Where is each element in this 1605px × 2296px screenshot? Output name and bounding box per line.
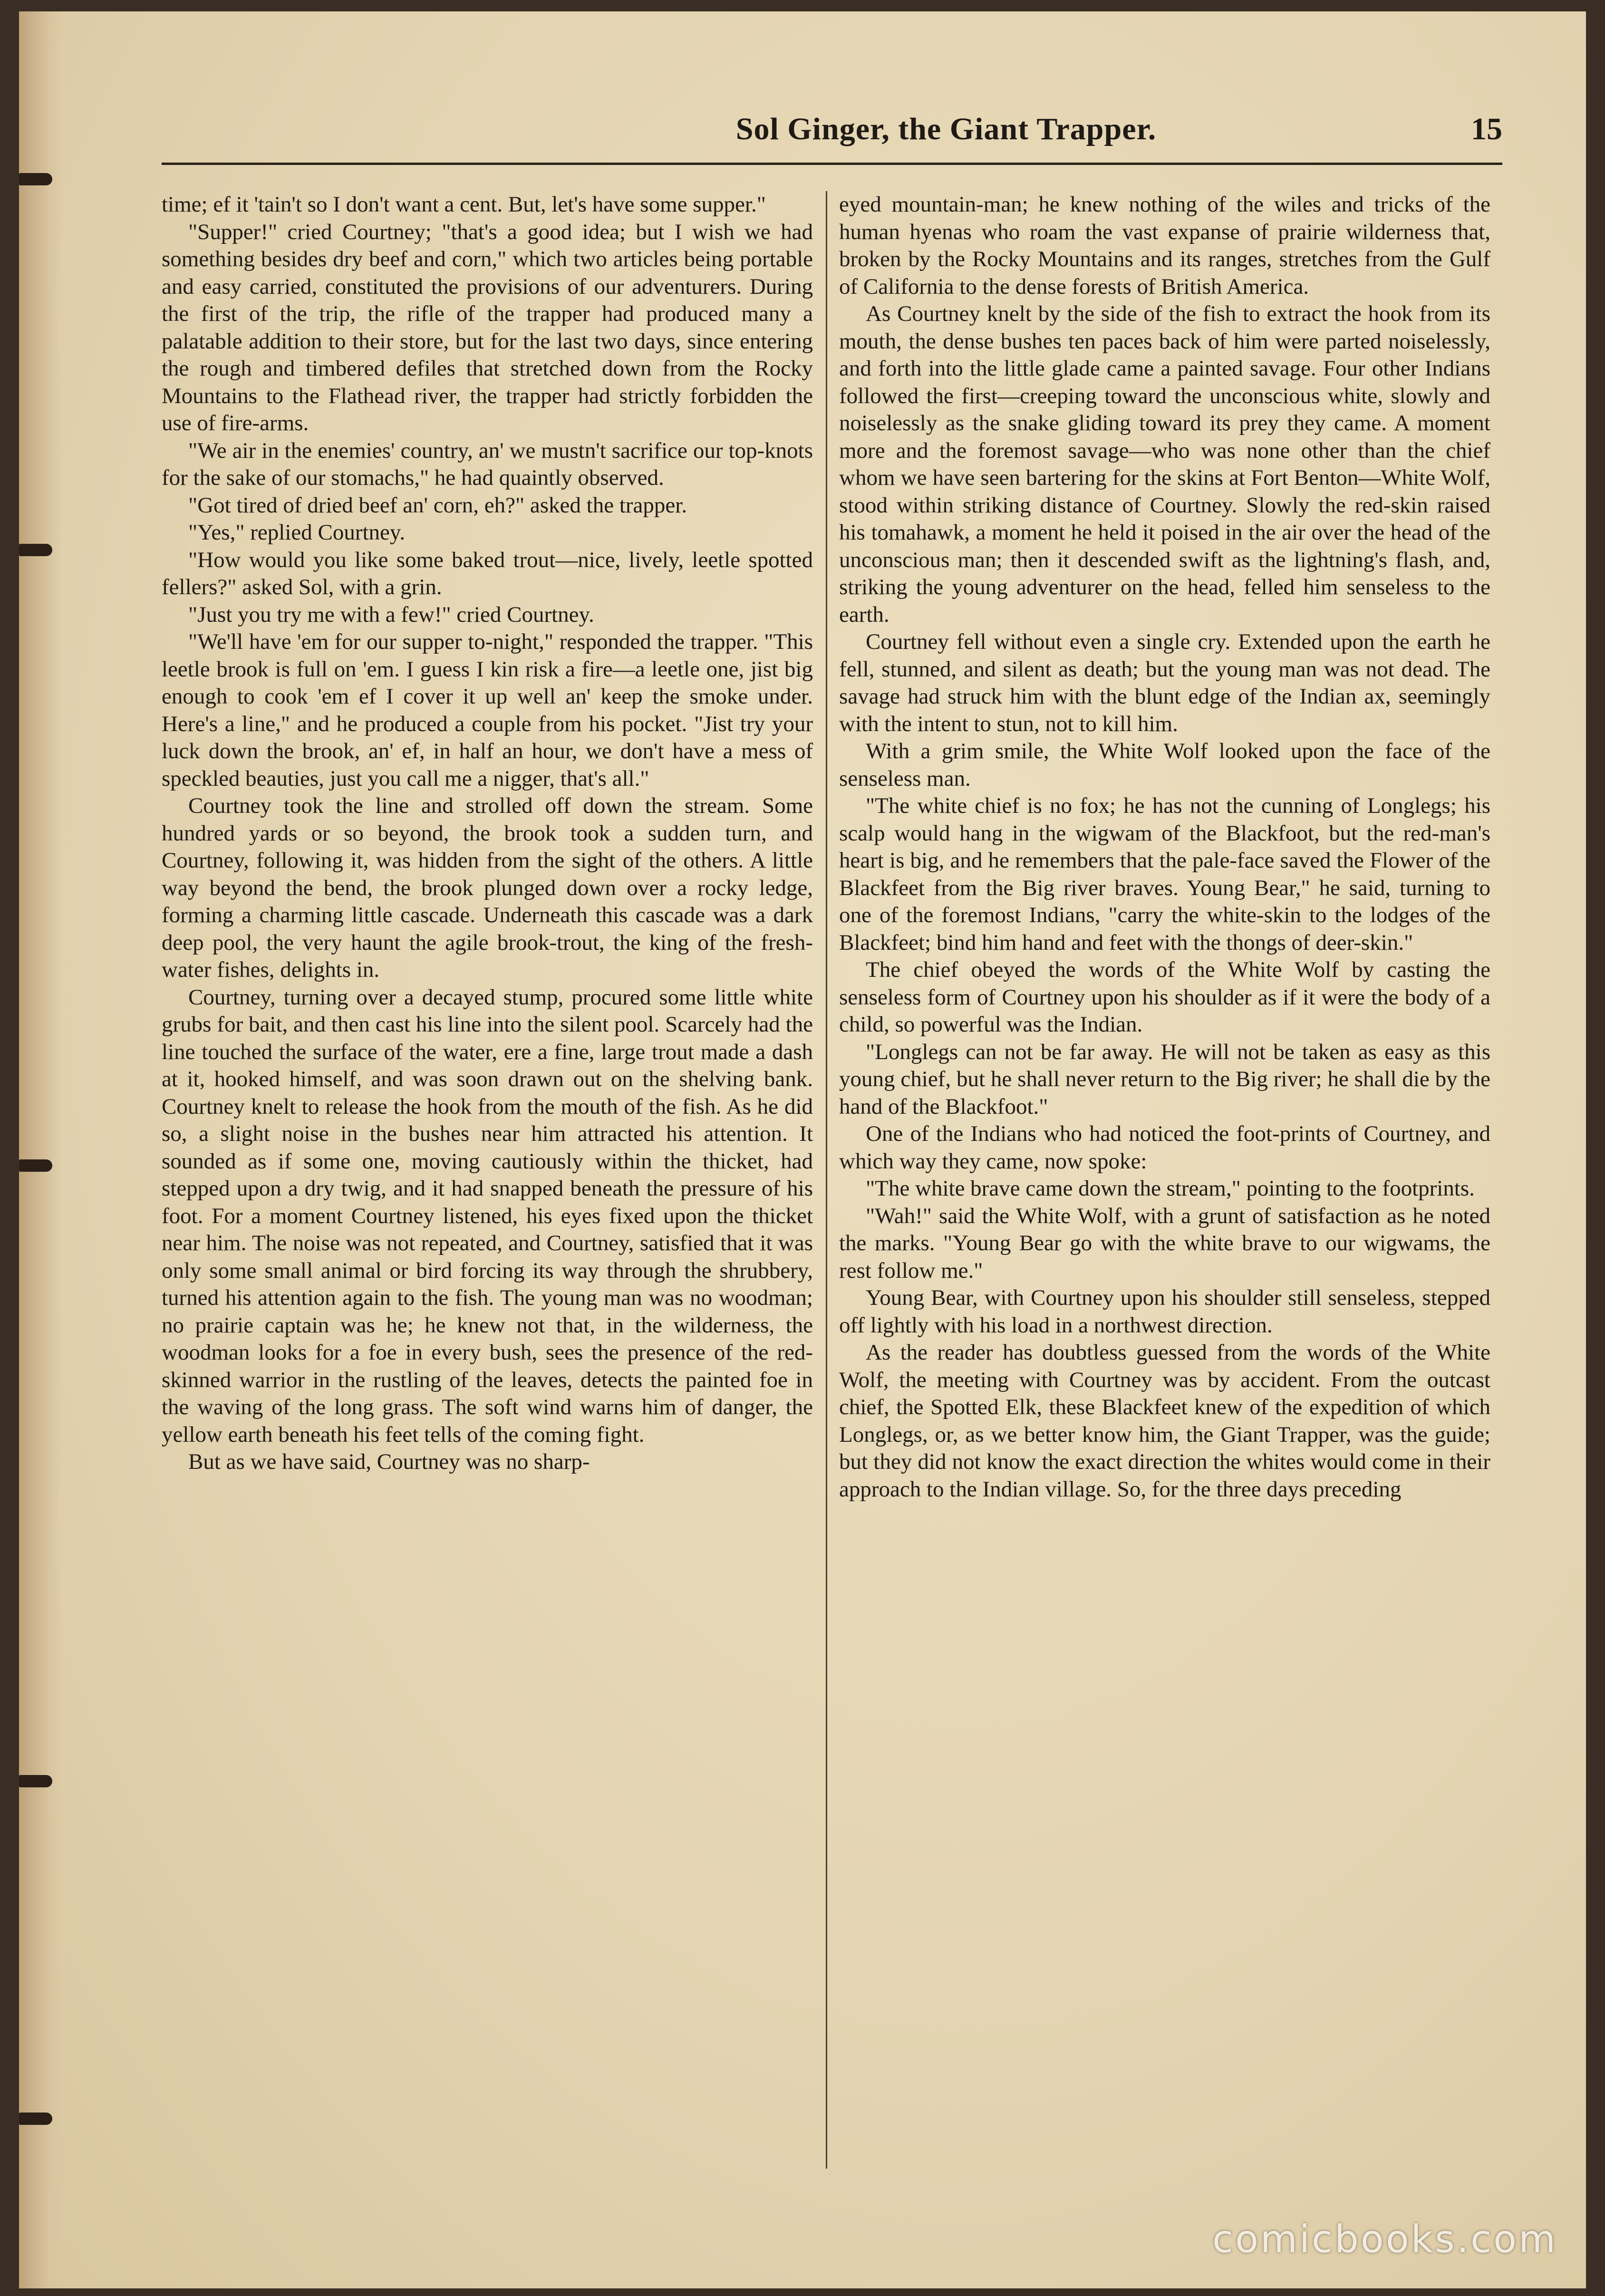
paragraph: "Supper!" cried Courtney; "that's a good idea; but I wish we had something besides dry beef and corn," which two articles being portable and easy carried, constituted the provisions of our adventurers. During the first of the trip, the rifle of the trapper had produced many a palatable addition to their store, but for the last two days, since entering the rough and timbered defiles that stretched down from the Rocky Mountains to the Flathead river, the trapper had strictly forbidden the use of fire-arms. <box>162 219 813 435</box>
page-binding <box>19 11 62 2288</box>
binding-staple <box>19 173 52 185</box>
paragraph: "How would you like some baked trout—nice, lively, leetle spotted fellers?" asked Sol, with a grin. <box>162 547 813 599</box>
running-title: Sol Ginger, the Giant Trapper. <box>735 112 1157 146</box>
page-number: 15 <box>1471 112 1502 146</box>
watermark: comicbooks.com <box>1212 2217 1557 2261</box>
paragraph: time; ef it 'tain't so I don't want a cent. But, let's have some supper." <box>162 192 766 217</box>
running-header <box>162 111 1502 159</box>
paragraph: "Wah!" said the White Wolf, with a grunt of satisfaction as he noted the marks. "Young Bear go with the white brave to our wigwams, the rest follow me." <box>839 1203 1490 1283</box>
paragraph: But as we have said, Courtney was no sharp- <box>188 1449 590 1474</box>
magazine-page <box>19 11 1586 2288</box>
header-rule <box>162 163 1502 165</box>
paragraph: "We air in the enemies' country, an' we mustn't sacrifice our top-knots for the sake of our stomachs," he had quaintly observed. <box>162 438 813 490</box>
paragraph: "Longlegs can not be far away. He will not be taken as easy as this young chief, but he shall never return to the Big river; he shall die by the hand of the Blackfoot." <box>839 1039 1490 1119</box>
paragraph: "The white chief is no fox; he has not the cunning of Longlegs; his scalp would hang in the wigwam of the Blackfoot, but the red-man's heart is big, and he remembers that the pale-face saved the Flower of the Blackfeet from the Big river braves. Young Bear," he said, turning to one of the foremost Indians, "carry the white-skin to the lodges of the Blackfeet; bind him hand and feet with the thongs of deer-skin." <box>839 793 1490 955</box>
paragraph: Courtney took the line and strolled off down the stream. Some hundred yards or so beyond, the brook took a sudden turn, and Courtney, following it, was hidden from the sight of the others. A little way beyond the bend, the brook plunged down over a rocky ledge, forming a charming little cascade. Underneath this cascade was a dark deep pool, the very haunt the agile brook-trout, the king of the fresh-water fishes, delights in. <box>162 793 813 982</box>
paragraph: "Got tired of dried beef an' corn, eh?" asked the trapper. <box>188 492 687 518</box>
paragraph: "We'll have 'em for our supper to-night," responded the trapper. "This leetle brook is full on 'em. I guess I kin risk a fire—a leetle one, jist big enough to cook 'em ef I cover it up well an' keep the smoke under. Here's a line," and he produced a couple from his pocket. "Jist try your luck down the brook, an' ef, in half an hour, we don't have a mess of speckled beauties, just you call me a nigger, that's all." <box>162 629 813 791</box>
right-column <box>839 191 1490 2169</box>
paragraph: eyed mountain-man; he knew nothing of the wiles and tricks of the human hyenas who roam the vast expanse of prairie wilderness that, broken by the Rocky Mountains and its ranges, stretches from the Gulf of California to the dense forests of British America. <box>839 192 1490 299</box>
paragraph: Young Bear, with Courtney upon his shoulder still senseless, stepped off lightly with his load in a northwest direction. <box>839 1285 1490 1338</box>
paragraph: Courtney fell without even a single cry. Extended upon the earth he fell, stunned, and silent as death; but the young man was not dead. The savage had struck him with the blunt edge of the Indian ax, seemingly with the intent to stun, not to kill him. <box>839 629 1490 736</box>
paragraph: "The white brave came down the stream," pointing to the footprints. <box>866 1176 1475 1201</box>
binding-staple <box>19 544 52 556</box>
paragraph: With a grim smile, the White Wolf looked upon the face of the senseless man. <box>839 739 1490 791</box>
paragraph: "Yes," replied Courtney. <box>188 520 406 545</box>
binding-staple <box>19 2113 52 2125</box>
paragraph: One of the Indians who had noticed the foot-prints of Courtney, and which way they came, now spoke: <box>839 1121 1490 1174</box>
paragraph: As the reader has doubtless guessed from the words of the White Wolf, the meeting with Courtney was by accident. From the outcast chief, the Spotted Elk, these Blackfeet knew of the expedition of which Longlegs, or, as we better know him, the Giant Trapper, was the guide; but they did not know the exact direction the whites would come in their approach to the Indian village. So, for the three days preceding <box>839 1340 1490 1502</box>
paragraph: "Just you try me with a few!" cried Courtney. <box>188 602 594 627</box>
left-column <box>162 191 813 2169</box>
binding-staple <box>19 1159 52 1172</box>
paragraph: The chief obeyed the words of the White Wolf by casting the senseless form of Courtney upon his shoulder as if it were the body of a child, so powerful was the Indian. <box>839 957 1490 1037</box>
paragraph: Courtney, turning over a decayed stump, procured some little white grubs for bait, and then cast his line into the silent pool. Scarcely had the line touched the surface of the water, ere a fine, large trout made a dash at it, hooked himself, and was soon drawn out on the shelving bank. Courtney knelt to release the hook from the mouth of the fish. As he did so, a slight noise in the bushes near him attracted his attention. It sounded as if some one, moving cautiously within the thicket, had stepped upon a dry twig, and it had snapped beneath the pressure of his foot. For a moment Courtney listened, his eyes fixed upon the thicket near him. The noise was not repeated, and Courtney, satisfied that it was only some small animal or bird forcing its way through the shrubbery, turned his attention again to the fish. The young man was no woodman; no prairie captain was he; he knew not that, in the wilderness, the woodman looks for a foe in every bush, sees the presence of the red-skinned warrior in the rustling of the leaves, detects the painted foe in the waving of the long grass. The soft wind warns him of danger, the yellow earth beneath his feet tells of the coming fight. <box>162 984 813 1447</box>
column-divider <box>826 191 827 2169</box>
binding-staple <box>19 1775 52 1787</box>
paragraph: As Courtney knelt by the side of the fish to extract the hook from its mouth, the dense bushes ten paces back of him were parted noiselessly, and forth into the little glade came a painted savage. Four other Indians followed the first—creeping toward the unconscious white, slowly and noiselessly as the snake gliding toward its prey they came. A moment more and the foremost savage—who was none other than the chief whom we have seen bartering for the skins at Fort Benton—White Wolf, stood within striking distance of Courtney. Slowly the red-skin raised his tomahawk, a moment he held it poised in the air over the head of the unconscious man; then it descended swift as the lightning's flash, and, striking the young adventurer on the head, felled him senseless to the earth. <box>839 301 1490 627</box>
